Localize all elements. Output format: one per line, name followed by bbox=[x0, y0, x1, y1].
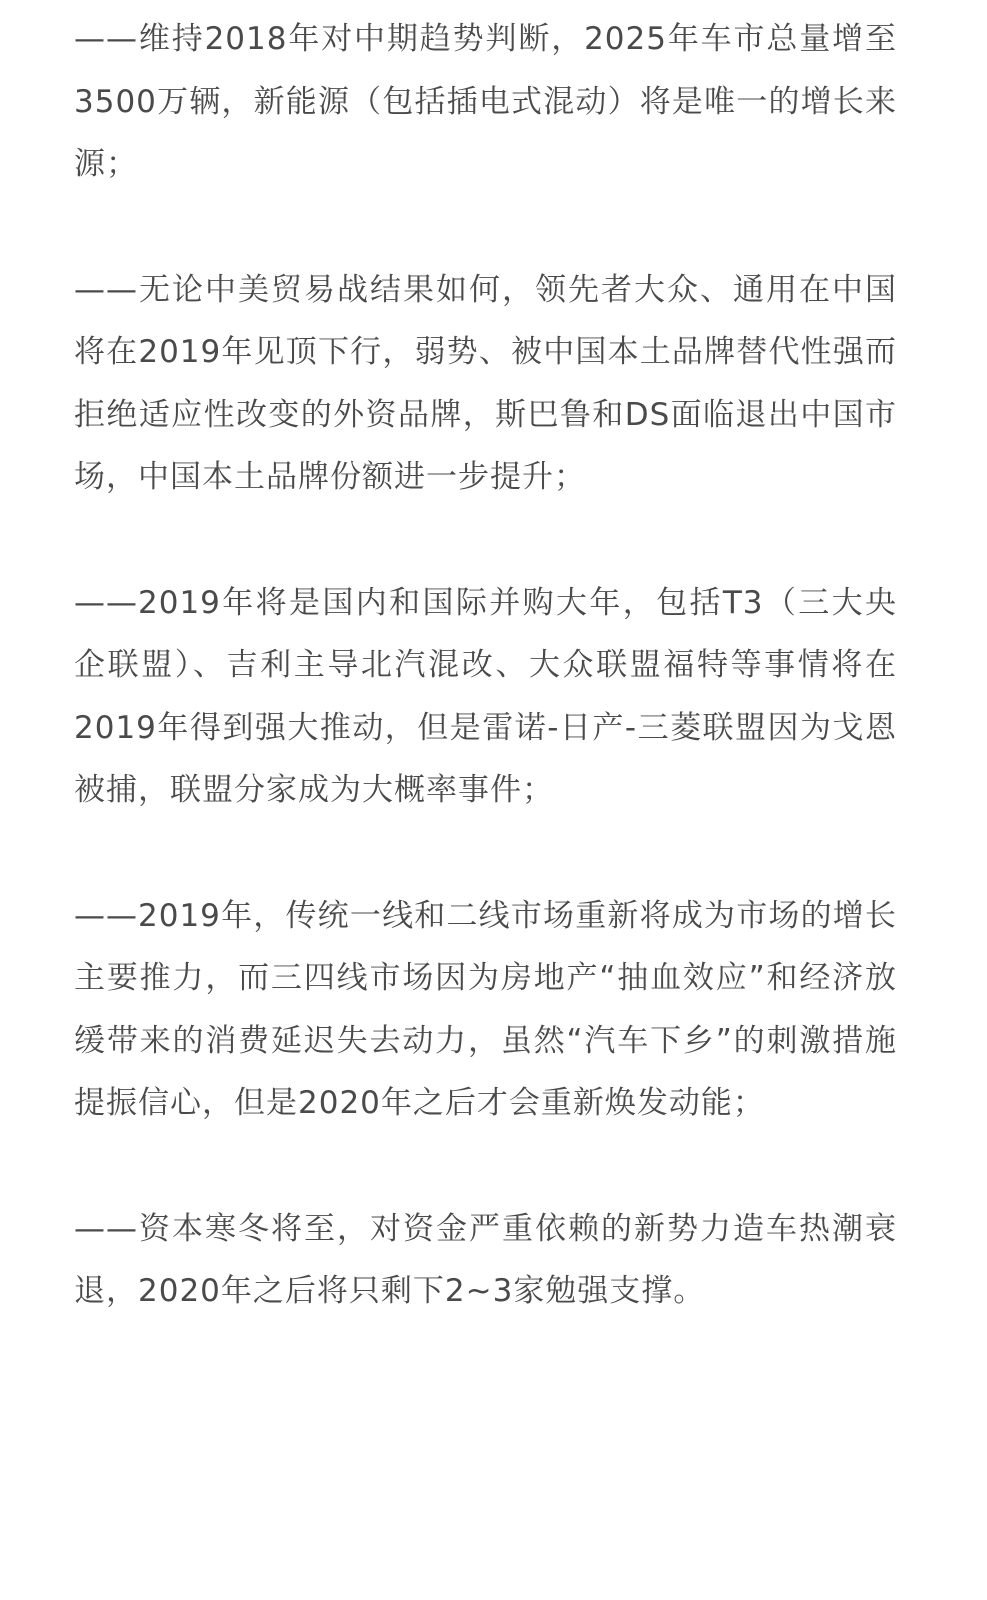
paragraph-market-outlook: ——维持2018年对中期趋势判断，2025年车市总量增至3500万辆，新能源（包括插电式混动）将是唯一的增长来源； bbox=[74, 21, 897, 182]
paragraph-mergers: ——2019年将是国内和国际并购大年，包括T3（三大央企联盟）、吉利主导北汽混改、大众联盟福特等事情将在2019年得到强大推动，但是雷诺-日产-三菱联盟因为戈恩被捕，联盟分家成为大概率事件； bbox=[74, 584, 897, 808]
paragraph-foreign-brands: ——无论中美贸易战结果如何，领先者大众、通用在中国将在2019年见顶下行，弱势、被中国本土品牌替代性强而拒绝适应性改变的外资品牌，斯巴鲁和DS面临退出中国市场，中国本土品牌份额进一步提升； bbox=[74, 271, 897, 495]
paragraph-city-markets: ——2019年，传统一线和二线市场重新将成为市场的增长主要推力，而三四线市场因为房地产“抽血效应”和经济放缓带来的消费延迟失去动力，虽然“汽车下乡”的刺激措施提振信心，但是2020年之后才会重新焕发动能； bbox=[74, 897, 897, 1121]
paragraph-new-players: ——资本寒冬将至，对资金严重依赖的新势力造车热潮衰退，2020年之后将只剩下2~3家勉强支撑。 bbox=[74, 1210, 897, 1309]
